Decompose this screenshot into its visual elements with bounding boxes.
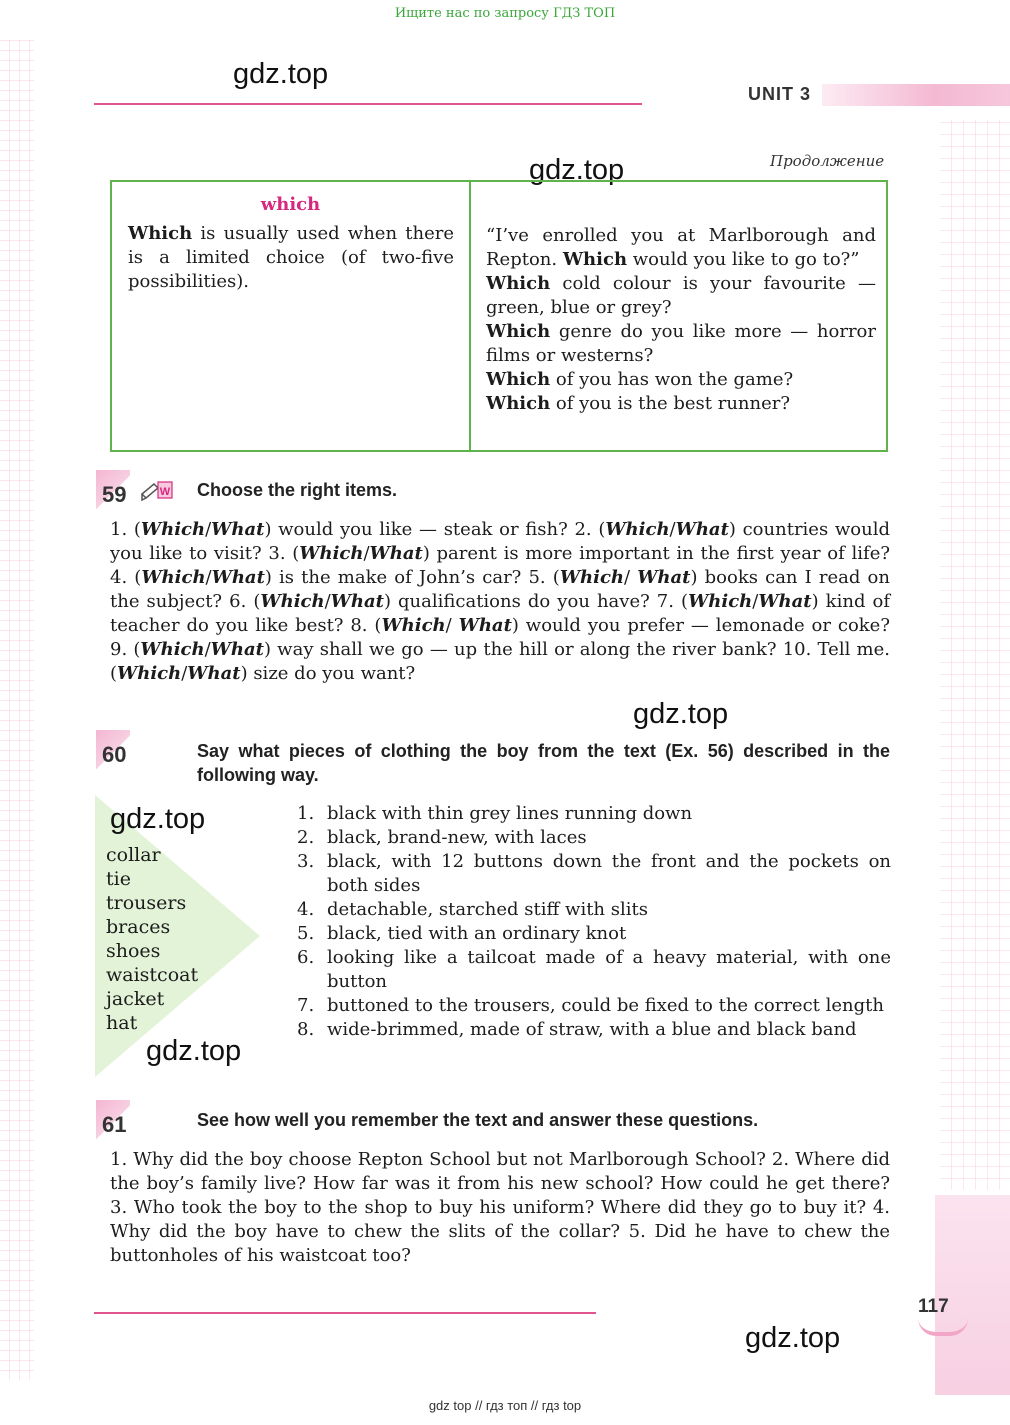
watermark: gdz.top	[233, 58, 329, 90]
watermark: gdz.top	[146, 1035, 242, 1067]
example-line: Which of you has won the game?	[486, 369, 794, 390]
watermark: gdz.top	[110, 803, 206, 835]
svg-text:W: W	[159, 486, 171, 498]
exercise-title: See how well you remember the text and answer these questions.	[197, 1110, 759, 1130]
word-item: trousers	[106, 892, 187, 914]
grammar-table	[110, 180, 888, 452]
example-line: Which of you is the best runner?	[486, 393, 791, 414]
word-list	[106, 843, 198, 1035]
word-item: collar	[106, 844, 161, 866]
word-item: shoes	[106, 940, 161, 962]
word-item: waistcoat	[106, 964, 199, 986]
left-edge-pattern	[0, 40, 34, 1380]
footer-rule	[94, 1312, 596, 1314]
list-item: 1. black with thin grey lines running down	[297, 803, 693, 824]
exercise-number: 61	[96, 1100, 130, 1144]
list-item: 8. wide-brimmed, made of straw, with a blue and black band	[297, 1019, 857, 1040]
word-item: tie	[106, 868, 131, 890]
table-heading: which	[260, 194, 321, 215]
list-item: 6. looking like a tailcoat made of a heavy material, with one button	[297, 947, 891, 992]
list-item: 4. detachable, starched stiff with slits	[297, 899, 648, 920]
description-list	[297, 802, 891, 1042]
exercise-number: 59	[96, 470, 130, 514]
word-item: braces	[106, 916, 171, 938]
watermark: gdz.top	[633, 698, 729, 730]
list-item: 3. black, with 12 buttons down the front and the pockets on both sides	[297, 851, 891, 896]
table-divider	[469, 182, 471, 450]
write-icon	[140, 480, 174, 502]
example-line: “I’ve enrolled you at Marlborough and Repton. Which would you like to go to?”	[486, 225, 876, 270]
right-edge-block	[935, 1195, 1010, 1395]
list-item: 5. black, tied with an ordinary knot	[297, 923, 627, 944]
watermark: gdz.top	[529, 154, 625, 186]
list-item: 2. black, brand-new, with laces	[297, 827, 587, 848]
header-rule	[94, 103, 642, 105]
exercise-59-text: 1. (Which/What) would you like — steak or fish? 2. (Which/What) countries would you like to visit? 3. (Which/What) parent is more important in the first year of life? 4. (Which/What) is the make of John’s car? 5. (Which/ What) books can I read on the subject? 6. (Which/What) qualifications do you have? 7. (Which/What) kind of teacher do you like best? 8. (Which/ What) would you prefer — lemonade or coke? 9. (Which/What) way shall we go — up the hill or along the river bank? 10. Tell me. (Which/What) size do you want?	[110, 519, 891, 684]
page-number: 117	[918, 1296, 949, 1317]
exercise-title: Say what pieces of clothing the boy from the text (Ex. 56) described in the following way.	[197, 741, 890, 785]
exercise-61-text: 1. Why did the boy choose Repton School but not Marlborough School? 2. Where did the boy’s family live? How far was it from his new school? How could he get there? 3. Who took the boy to the shop to buy his uniform? Where did they go to buy it? 4. Why did the boy have to chew the slits of the collar? 5. Did he have to chew the buttonholes of his waistcoat too?	[110, 1149, 890, 1266]
exercise-title: Choose the right items.	[197, 480, 398, 500]
footer-links[interactable]: gdz top // гдз топ // гдз top	[428, 1398, 582, 1413]
right-edge-pattern	[940, 120, 1010, 1190]
list-item: 7. buttoned to the trousers, could be fixed to the correct length	[297, 995, 884, 1016]
unit-bar	[822, 84, 1010, 106]
exercise-number: 60	[96, 730, 130, 774]
table-rule-text: Which is usually used when there is a limited choice (of two-five possibilities).	[128, 223, 454, 292]
continuation-label: Продолжение	[770, 152, 885, 170]
example-line: Which genre do you like more — horror films or westerns?	[486, 321, 876, 366]
word-item: hat	[106, 1012, 138, 1034]
table-examples	[486, 224, 876, 416]
example-line: Which cold colour is your favourite — green, blue or grey?	[486, 273, 876, 318]
unit-label: UNIT 3	[748, 84, 812, 104]
watermark: gdz.top	[745, 1322, 841, 1354]
top-banner-link[interactable]: Ищите нас по запросу ГДЗ ТОП	[394, 6, 616, 21]
word-item: jacket	[106, 988, 165, 1010]
